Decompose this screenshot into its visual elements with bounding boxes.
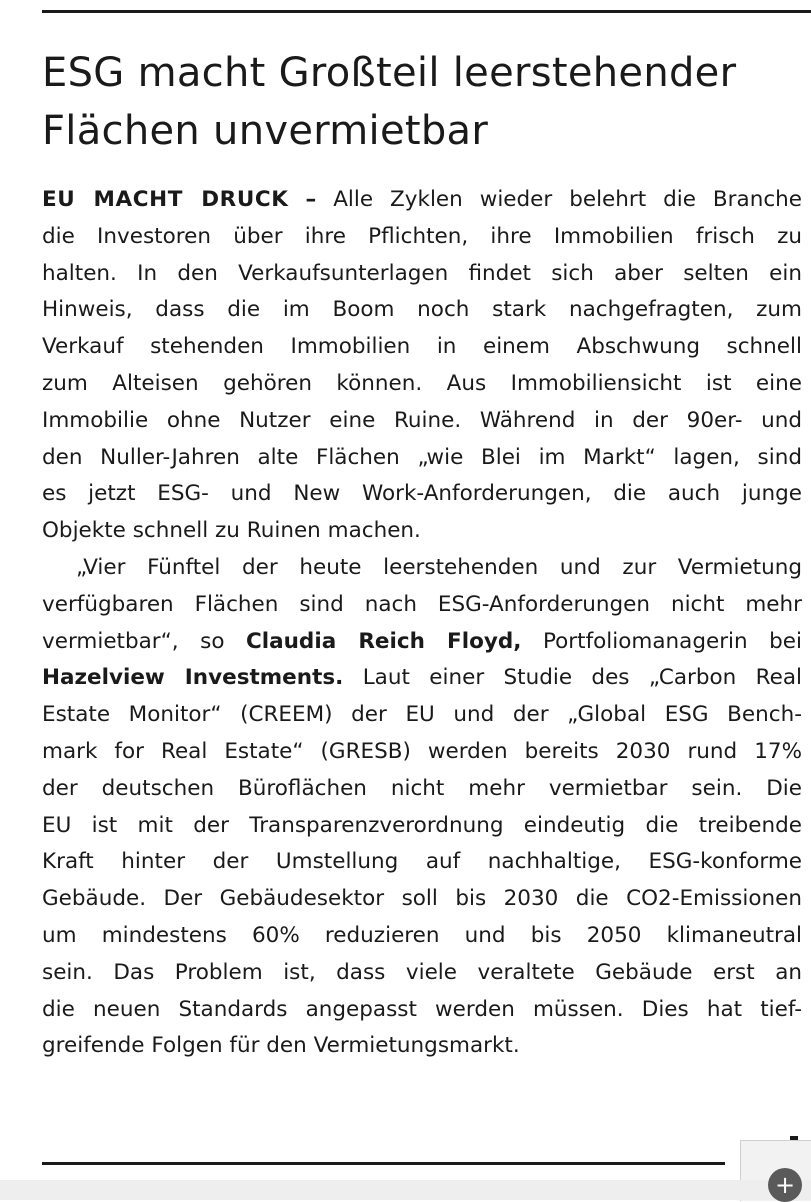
body-line: mark for Real Estate“ (GRESB) werden bereits 2030 rund 17% [42,738,802,764]
body-line [42,624,802,661]
body-line: Immobilie ohne Nutzer eine Ruine. Während in der 90er- und [42,407,802,433]
headline-line: ESG macht Großteil leerstehender [42,50,737,96]
headline-line: Flächen unvermietbar [42,108,489,154]
body-text: Portfoliomanagerin bei [521,628,802,654]
bottom-rule [42,1162,725,1165]
body-line: Kraft hinter der Umstellung auf nachhaltige, ESG-konforme [42,849,802,875]
body-line: zum Alteisen gehören können. Aus Immobiliensicht ist eine [42,370,802,396]
body-line: um mindestens 60% reduzieren und bis 2050 klimaneutral [42,922,802,948]
article-body [42,182,802,1065]
top-rule [42,10,811,13]
body-text: vermietbar“, so [42,628,246,654]
body-line: „Vier Fünftel der heute leerstehenden und zur Vermietung [76,554,802,580]
body-line: Hinweis, dass die im Boom noch stark nachgefragten, zum [42,297,802,323]
body-line: greifende Folgen für den Vermietungsmarkt. [42,1033,520,1059]
body-line: EU ist mit der Transparenzverordnung eindeutig die treibende [42,812,802,838]
body-line: die Investoren über ihre Pflichten, ihre Immobilien frisch zu [42,223,802,249]
body-line: Gebäude. Der Gebäudesektor soll bis 2030 die CO2-Emissionen [42,886,802,912]
kicker: EU MACHT DRUCK [42,187,289,212]
body-line: halten. In den Verkaufsunterlagen findet sich aber selten ein [42,260,802,286]
body-line [42,660,802,697]
body-line: es jetzt ESG- und New Work-Anforderungen, die auch junge [42,481,802,507]
company-name: Hazelview Investments. [42,665,344,691]
body-line: Objekte schnell zu Ruinen machen. [42,518,421,544]
body-line: Estate Monitor“ (CREEM) der EU und der „Global ESG Bench- [42,702,802,728]
body-line: sein. Das Problem ist, dass viele veraltete Gebäude erst an [42,959,802,985]
kicker-dash: – [305,187,317,212]
article-headline [42,44,802,160]
body-text: Alle Zyklen wieder belehrt die Branche [333,187,802,212]
body-line: den Nuller-Jahren alte Flächen „wie Blei im Markt“ lagen, sind [42,444,802,470]
person-name: Claudia Reich Floyd, [245,628,522,654]
zoom-in-button[interactable]: + [768,1168,802,1202]
body-line: die neuen Standards angepasst werden müssen. Dies hat tief- [42,996,802,1022]
body-text: Laut einer Studie des „Carbon Real [343,665,802,691]
body-line: Verkauf stehenden Immobilien in einem Abschwung schnell [42,334,802,360]
footer-strip [0,1180,811,1200]
body-line: der deutschen Büroflächen nicht mehr vermietbar sein. Die [42,775,802,801]
body-line: verfügbaren Flächen sind nach ESG-Anforderungen nicht mehr [42,591,802,617]
body-line [42,182,802,219]
